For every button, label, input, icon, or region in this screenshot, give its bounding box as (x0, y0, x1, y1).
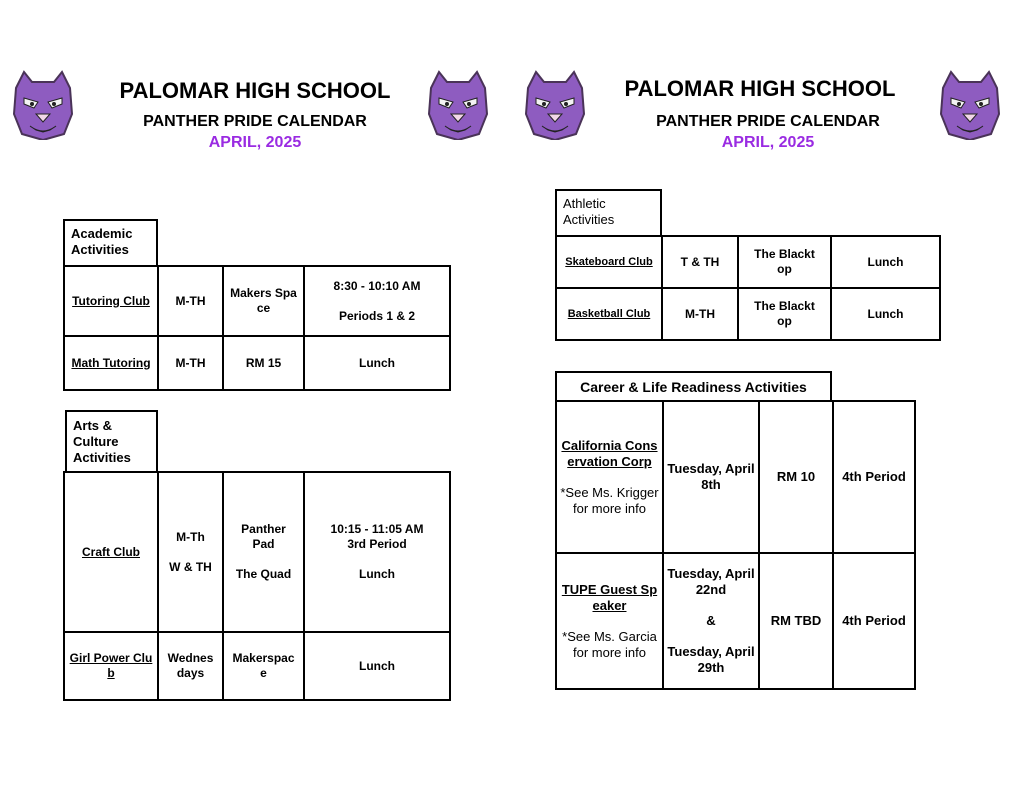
activity-location: The Blacktop (738, 236, 831, 288)
calendar-title-right: PANTHER PRIDE CALENDAR (656, 113, 880, 130)
activity-location: The Blacktop (738, 288, 831, 340)
arts-table (63, 471, 451, 701)
activity-location: RM 15 (223, 336, 304, 390)
activity-name-tupe-guest-speaker[interactable]: TUPE Guest Speaker (561, 581, 658, 613)
athletic-table (555, 235, 941, 341)
activity-time: 8:30 - 10:10 AM Periods 1 & 2 (304, 266, 450, 336)
activity-days: T & TH (662, 236, 738, 288)
table-row (64, 266, 450, 336)
activity-date: Tuesday, April 8th (663, 401, 759, 553)
table-row (556, 288, 940, 340)
activity-location: Makerspace (223, 632, 304, 700)
activity-days: M-TH (158, 266, 223, 336)
activity-time: Lunch (304, 336, 450, 390)
activity-location: Makers Space (223, 266, 304, 336)
school-title-right: PALOMAR HIGH SCHOOL (624, 76, 896, 101)
activity-name-california-conservation-corp[interactable]: California Conservation Corp (561, 437, 658, 469)
table-row (64, 632, 450, 700)
table-row (64, 336, 450, 390)
activity-days: M-Th W & TH (158, 472, 223, 632)
month-label-left: APRIL, 2025 (208, 134, 302, 151)
panther-mascot-icon (937, 68, 1003, 140)
activity-days: M-TH (662, 288, 738, 340)
activity-location: RM 10 (759, 401, 833, 553)
activity-note: *See Ms. Garcia for more info (562, 628, 657, 660)
activity-name-tutoring-club[interactable]: Tutoring Club (72, 293, 150, 308)
activity-time: Lunch (304, 632, 450, 700)
panther-mascot-icon (10, 68, 76, 140)
calendar-title-left: PANTHER PRIDE CALENDAR (143, 113, 367, 130)
activity-cell (556, 401, 663, 553)
table-row (556, 553, 915, 689)
athletic-header: Athletic Activities (555, 189, 662, 237)
activity-name-craft-club[interactable]: Craft Club (82, 544, 140, 559)
activity-location: RM TBD (759, 553, 833, 689)
activity-time: 10:15 - 11:05 AM 3rd Period Lunch (304, 472, 450, 632)
panther-mascot-icon (522, 68, 588, 140)
activity-period: 4th Period (833, 553, 915, 689)
career-header: Career & Life Readiness Activities (555, 371, 832, 402)
activity-name-basketball-club[interactable]: Basketball Club (567, 307, 651, 320)
activity-location: Panther Pad The Quad (223, 472, 304, 632)
activity-days: M-TH (158, 336, 223, 390)
activity-name-math-tutoring[interactable]: Math Tutoring (71, 355, 151, 370)
month-label-right: APRIL, 2025 (721, 134, 815, 151)
career-table (555, 400, 916, 690)
school-title-left: PALOMAR HIGH SCHOOL (119, 78, 391, 103)
activity-name-skateboard-club[interactable]: Skateboard Club (565, 255, 653, 268)
activity-time: Lunch (831, 288, 940, 340)
table-row (556, 236, 940, 288)
academic-table (63, 265, 451, 391)
table-row (556, 401, 915, 553)
arts-header: Arts & Culture Activities (65, 410, 158, 473)
activity-name-girl-power-club[interactable]: Girl Power Club (69, 651, 153, 680)
activity-date: Tuesday, April 22nd & Tuesday, April 29th (663, 553, 759, 689)
table-row (64, 472, 450, 632)
activity-time: Lunch (831, 236, 940, 288)
academic-header: Academic Activities (63, 219, 158, 267)
panther-mascot-icon (425, 68, 491, 140)
activity-note: *See Ms. Krigger for more info (560, 484, 659, 516)
activity-period: 4th Period (833, 401, 915, 553)
activity-cell (556, 553, 663, 689)
activity-days: Wednesdays (158, 632, 223, 700)
